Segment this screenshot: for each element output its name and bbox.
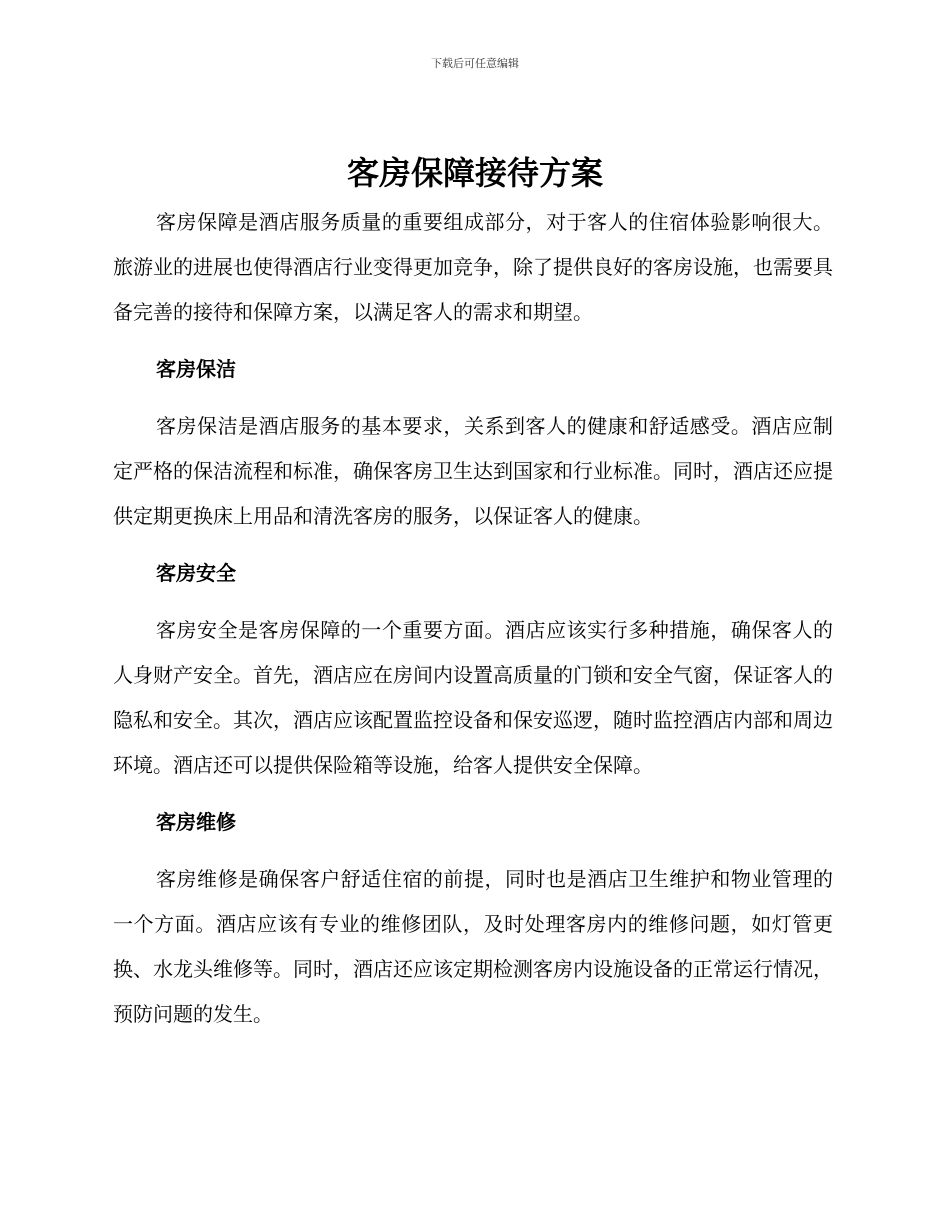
section-heading-maintenance: 客房维修 [156,810,236,834]
section-body-maintenance: 客房维修是确保客户舒适住宿的前提，同时也是酒店卫生维护和物业管理的一个方面。酒店应该有专业的维修团队，及时处理客房内的维修问题，如灯管更换、水龙头维修等。同时，酒店还应该定期检测客房内设施设备的正常运行情况，预防问题的发生。 [113,867,833,1026]
intro-paragraph: 客房保障是酒店服务质量的重要组成部分，对于客人的住宿体验影响很大。旅游业的进展也使得酒店行业变得更加竞争，除了提供良好的客房设施，也需要具备完善的接待和保障方案，以满足客人的需求和期望。 [113,210,833,324]
section-body-safety: 客房安全是客房保障的一个重要方面。酒店应该实行多种措施，确保客人的人身财产安全。首先，酒店应在房间内设置高质量的门锁和安全气窗，保证客人的隐私和安全。其次，酒店应该配置监控设备和保安巡逻，随时监控酒店内部和周边环境。酒店还可以提供保险箱等设施，给客人提供安全保障。 [113,618,833,777]
document-title: 客房保障接待方案 [346,154,603,192]
page-header-note: 下载后可任意编辑 [431,57,519,70]
section-heading-cleaning: 客房保洁 [156,357,236,381]
document-body [113,200,833,1037]
section-body-cleaning: 客房保洁是酒店服务的基本要求，关系到客人的健康和舒适感受。酒店应制定严格的保洁流程和标准，确保客房卫生达到国家和行业标准。同时，酒店还应提供定期更换床上用品和清洗客房的服务，以保证客人的健康。 [113,414,833,528]
section-heading-safety: 客房安全 [156,561,236,585]
